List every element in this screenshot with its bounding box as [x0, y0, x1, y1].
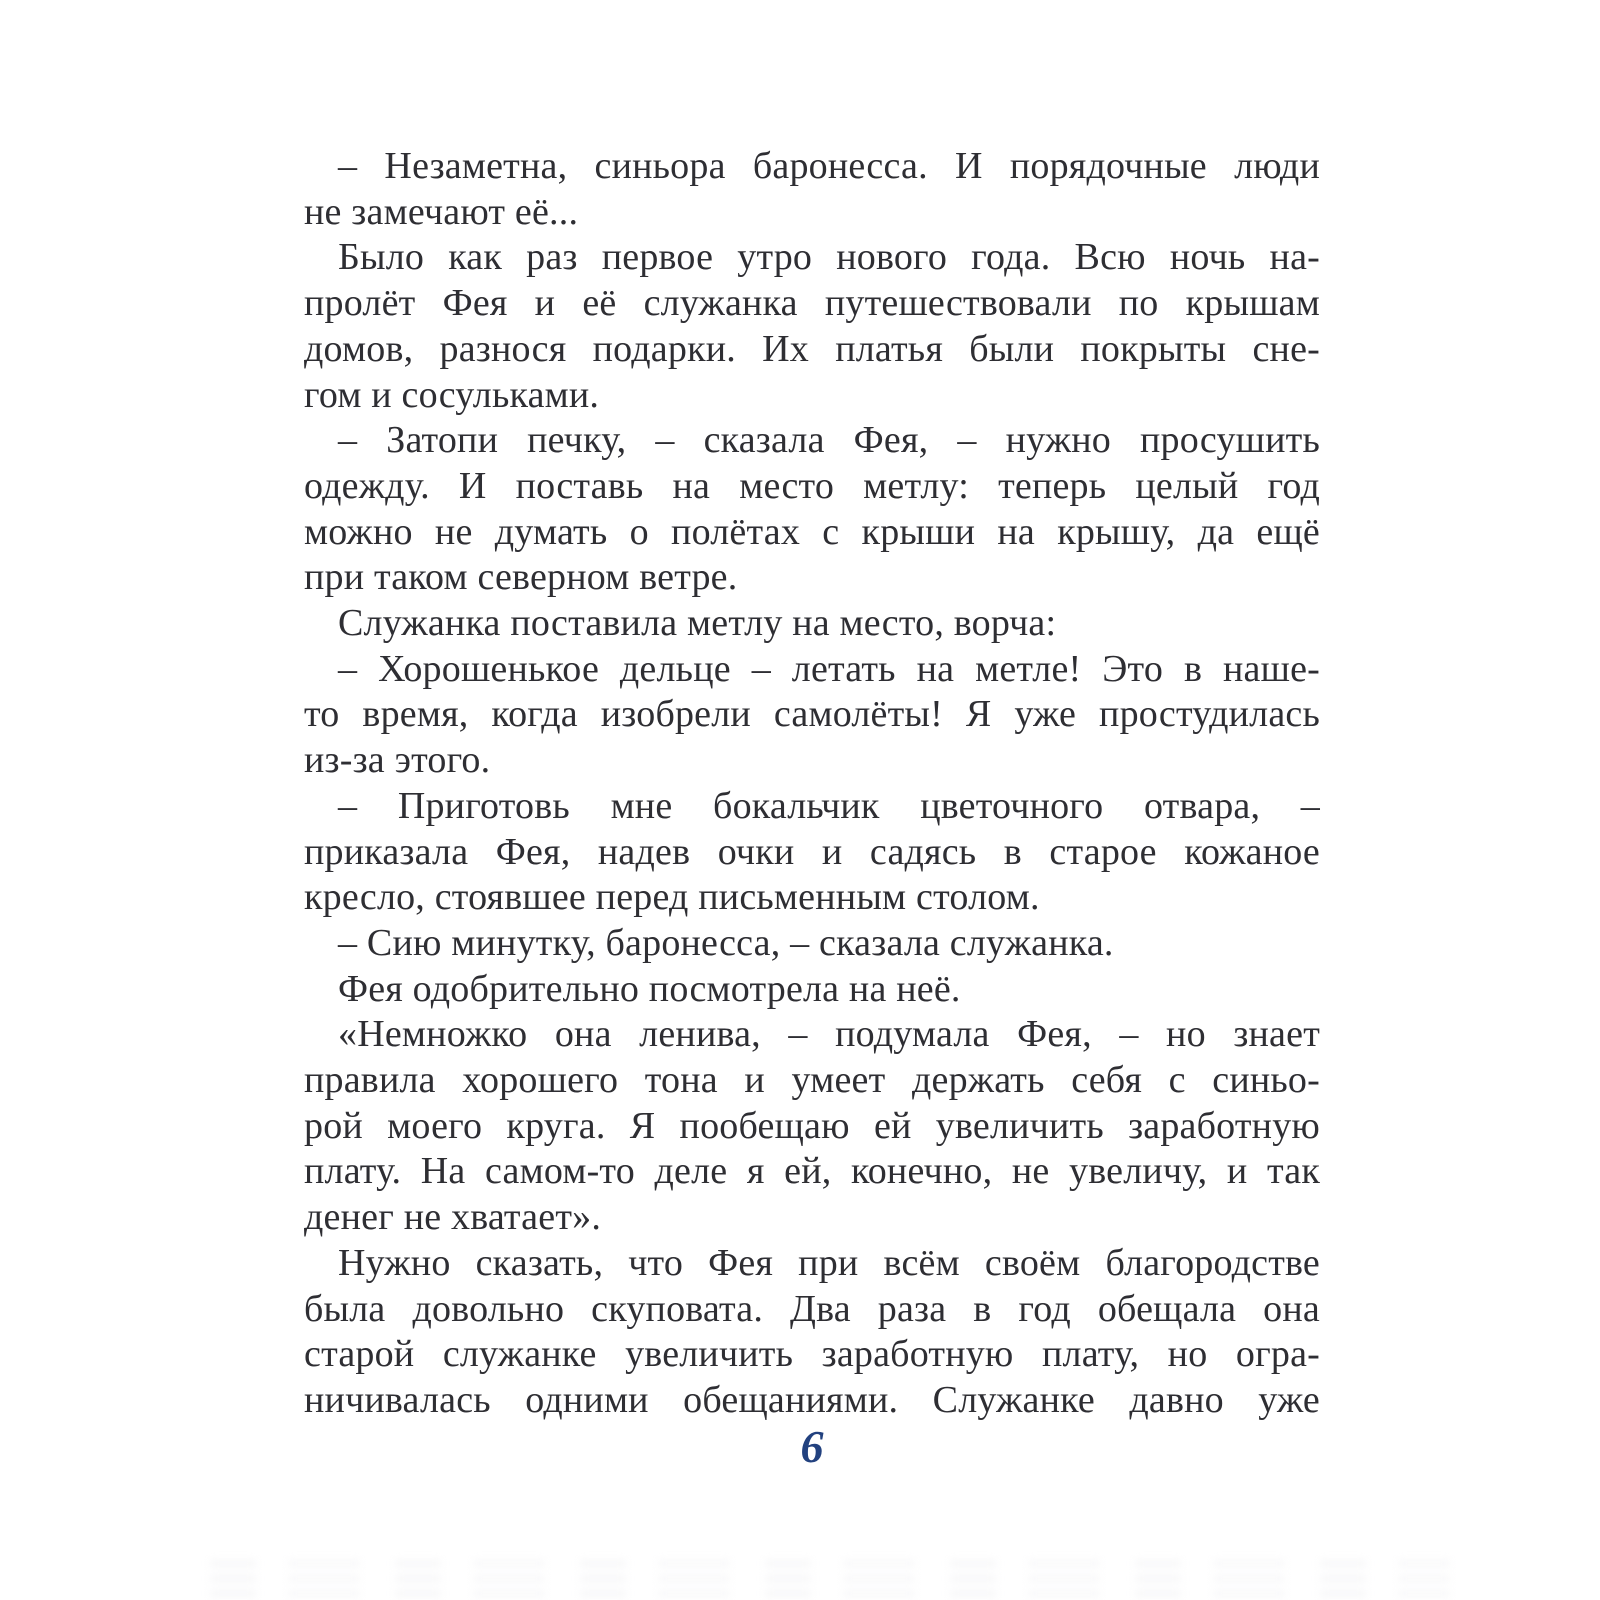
text-line: не замечают её...	[304, 190, 579, 233]
text-line: «Немножко она ленива, – подумала Фея, – но знает	[338, 1013, 1320, 1056]
text-line: Фея одобрительно посмотрела на неё.	[338, 967, 961, 1010]
text-line: – Хорошенькое дельце – летать на метле! Это в наше-	[338, 647, 1320, 690]
text-line: гом и сосульками.	[304, 373, 600, 416]
next-page-bleed-through	[210, 1560, 1450, 1600]
text-line: рой моего круга. Я пообещаю ей увеличить заработную	[304, 1104, 1320, 1147]
paragraph	[304, 1012, 1320, 1241]
text-line: – Сию минутку, баронесса, – сказала служанка.	[338, 921, 1114, 964]
text-line: одежду. И поставь на место метлу: теперь целый год	[304, 464, 1320, 507]
text-line: из-за этого.	[304, 739, 491, 782]
text-line: домов, разнося подарки. Их платья были покрыты сне-	[304, 327, 1320, 370]
text-line: правила хорошего тона и умеет держать себя с синьо-	[304, 1059, 1320, 1102]
text-line: то время, когда изобрели самолёты! Я уже простудилась	[304, 693, 1320, 736]
paragraph	[304, 647, 1320, 784]
paragraph	[304, 418, 1320, 601]
text-line: кресло, стоявшее перед письменным столом.	[304, 876, 1040, 919]
text-line: пролёт Фея и её служанка путешествовали по крышам	[304, 282, 1320, 325]
text-line: денег не хватает».	[304, 1196, 602, 1239]
paragraph	[304, 601, 1320, 647]
bleed-line	[210, 1560, 1450, 1567]
paragraph	[304, 144, 1320, 235]
bleed-line	[210, 1575, 1450, 1582]
text-line: – Незаметна, синьора баронесса. И порядочные люди	[338, 145, 1320, 187]
text-line: – Приготовь мне бокальчик цветочного отвара, –	[338, 784, 1320, 827]
text-line: можно не думать о полётах с крыши на крышу, да ещё	[304, 510, 1320, 553]
page-text-block	[304, 144, 1320, 1424]
paragraph	[304, 921, 1320, 967]
paragraph	[304, 1241, 1320, 1424]
text-line: плату. На самом-то деле я ей, конечно, не увеличу, и так	[304, 1150, 1320, 1193]
text-line: приказала Фея, надев очки и садясь в старое кожаное	[304, 830, 1320, 873]
text-line: – Затопи печку, – сказала Фея, – нужно просушить	[338, 419, 1320, 462]
bleed-line	[210, 1590, 1450, 1597]
paragraph	[304, 784, 1320, 921]
text-line: Служанка поставила метлу на место, ворча:	[338, 602, 1057, 645]
text-line: старой служанке увеличить заработную плату, но огра-	[304, 1333, 1320, 1376]
text-line: была довольно скуповата. Два раза в год обещала она	[304, 1287, 1320, 1330]
paragraph	[304, 235, 1320, 418]
text-line: Нужно сказать, что Фея при всём своём благородстве	[338, 1241, 1320, 1284]
text-line: при таком северном ветре.	[304, 556, 738, 599]
text-line: ничивалась одними обещаниями. Служанке давно уже	[304, 1378, 1320, 1421]
paragraph	[304, 967, 1320, 1013]
page-number: 6	[800, 1421, 824, 1472]
text-line: Было как раз первое утро нового года. Всю ночь на-	[338, 236, 1320, 279]
